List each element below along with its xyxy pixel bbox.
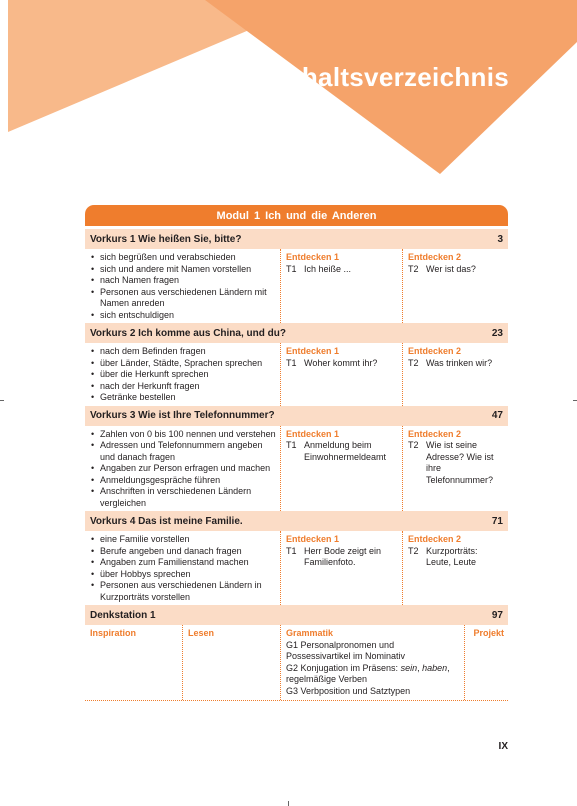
task-number: T2: [408, 545, 419, 556]
goal-item: • über Hobbys sprechen: [90, 569, 276, 581]
entdecken1-task: [286, 358, 398, 370]
task-title: Herr Bode zeigt ein Familienfoto.: [304, 545, 382, 567]
goal-item: • über die Herkunft sprechen: [90, 369, 276, 381]
inspiration-label: Inspiration: [90, 628, 137, 638]
task-title: Wie ist seine Adresse? Wie ist ihre Telefonnummer?: [426, 440, 494, 485]
goal-item: • Personen aus verschiedenen Ländern in Kurzporträts vorstellen: [90, 580, 276, 603]
goal-item: • Adressen und Telefonnummern angeben und danach fragen: [90, 440, 276, 463]
g2-haben: haben: [422, 662, 448, 673]
entdecken2-label: Entdecken 2: [408, 428, 462, 439]
section-body: [85, 531, 508, 605]
goal-item: • sich begrüßen und verabschieden: [90, 252, 276, 264]
g2-text-b: , regelmäßige Verben: [286, 662, 450, 684]
section-title: Vorkurs 3 Wie ist Ihre Telefonnummer?: [90, 410, 275, 421]
goal-item: • Personen aus verschiedenen Ländern mit Namen anreden: [90, 287, 276, 310]
grammatik-item-g1: G1 Personalpronomen und Possessivartikel im Nominativ: [286, 639, 406, 661]
entdecken1-task: [286, 546, 398, 569]
grammatik-item-g3: G3 Verbposition und Satztypen: [286, 685, 411, 696]
goal-item: • Zahlen von 0 bis 100 nennen und verstehen: [90, 429, 276, 441]
goal-item: • Anmeldungsgespräche führen: [90, 475, 276, 487]
task-number: T1: [286, 263, 297, 274]
grammatik-item-g2: G2 Konjugation im Präsens: sein, haben, regelmäßige Verben: [286, 662, 450, 684]
section-title: Vorkurs 1 Wie heißen Sie, bitte?: [90, 233, 242, 245]
section-header: [85, 229, 508, 249]
task-number: T1: [286, 545, 297, 556]
section-page: 23: [491, 327, 503, 339]
g2-text-a: G2 Konjugation im Präsens:: [286, 662, 401, 673]
entdecken2-task: [408, 264, 504, 276]
g2-sein: sein: [400, 662, 418, 673]
section-header: [85, 323, 508, 343]
denkstation-body: [85, 625, 508, 701]
entdecken1-column: [280, 249, 402, 323]
goal-item: • Anschriften in verschiedenen Ländern vergleichen: [90, 486, 276, 509]
entdecken1-column: [280, 343, 402, 406]
goals-column: [85, 343, 280, 406]
task-number: T2: [408, 263, 419, 274]
task-number: T1: [286, 440, 297, 450]
goal-item: • sich entschuldigen: [90, 310, 276, 322]
page-number: IX: [498, 741, 508, 752]
section-title: Denkstation 1: [90, 609, 156, 621]
task-title: Ich heiße ...: [304, 263, 352, 274]
grammatik-label: Grammatik: [286, 628, 334, 638]
entdecken1-label: Entdecken 1: [286, 346, 340, 356]
table-of-contents: [85, 205, 508, 701]
goal-item: • Berufe angeben und danach fragen: [90, 546, 276, 558]
section-body: [85, 343, 508, 406]
goals-column: [85, 531, 280, 605]
entdecken2-label: Entdecken 2: [408, 534, 462, 544]
goal-item: • Getränke bestellen: [90, 392, 276, 404]
section-body: [85, 426, 508, 512]
goal-item: • sich und andere mit Namen vorstellen: [90, 264, 276, 276]
section-title: Vorkurs 2 Ich komme aus China, und du?: [90, 327, 286, 339]
entdecken2-task: [408, 546, 504, 569]
entdecken2-column: [402, 531, 508, 605]
entdecken2-label: Entdecken 2: [408, 346, 462, 356]
grammatik-column: [280, 625, 464, 700]
section-page: 71: [491, 515, 503, 527]
entdecken1-task: [286, 440, 398, 463]
goal-item: • nach dem Befinden fragen: [90, 346, 276, 358]
goals-list: [90, 252, 276, 321]
section-page: 97: [491, 609, 503, 621]
task-title: Was trinken wir?: [426, 357, 493, 368]
goal-item: • nach Namen fragen: [90, 275, 276, 287]
goals-list: [90, 346, 276, 404]
entdecken1-label: Entdecken 1: [286, 534, 340, 544]
lesen-column: [182, 625, 280, 700]
task-title: Anmeldung beim Einwohnermeldeamt: [304, 440, 387, 462]
section-body: [85, 249, 508, 323]
task-title: Wer ist das?: [426, 263, 476, 274]
module-header: Modul 1 Ich und die Anderen: [85, 205, 508, 226]
task-number: T1: [286, 357, 297, 368]
goal-item: • über Länder, Städte, Sprachen sprechen: [90, 358, 276, 370]
entdecken2-label: Entdecken 2: [408, 252, 462, 262]
entdecken1-column: [280, 426, 402, 512]
denkstation-header: [85, 605, 508, 625]
entdecken1-label: Entdecken 1: [286, 428, 340, 439]
entdecken1-label: Entdecken 1: [286, 252, 340, 262]
goals-list: [90, 534, 276, 603]
goal-item: • nach der Herkunft fragen: [90, 381, 276, 393]
crop-mark: [0, 400, 4, 401]
task-number: T2: [408, 357, 419, 368]
section-header: [85, 511, 508, 531]
goals-column: [85, 426, 280, 512]
entdecken2-task: [408, 358, 504, 370]
goal-item: • eine Familie vorstellen: [90, 534, 276, 546]
crop-mark: [288, 801, 289, 806]
entdecken2-task: [408, 440, 504, 486]
goals-column: [85, 249, 280, 323]
crop-mark: [573, 400, 577, 401]
entdecken2-column: [402, 426, 508, 512]
section-page: 3: [497, 233, 503, 245]
entdecken2-column: [402, 343, 508, 406]
task-number: T2: [408, 440, 419, 450]
entdecken1-task: [286, 264, 398, 276]
lesen-label: Lesen: [188, 628, 215, 638]
task-title: Woher kommt ihr?: [304, 357, 378, 368]
section-page: 47: [491, 410, 503, 421]
goal-item: • Angaben zum Familienstand machen: [90, 557, 276, 569]
goal-item: • Angaben zur Person erfragen und machen: [90, 463, 276, 475]
entdecken1-column: [280, 531, 402, 605]
task-title: Kurzporträts: Leute, Leute: [426, 545, 478, 567]
goals-list: [90, 429, 276, 510]
entdecken2-column: [402, 249, 508, 323]
section-header: [85, 406, 508, 426]
inspiration-column: [85, 625, 182, 700]
projekt-column: [464, 625, 508, 700]
section-title: Vorkurs 4 Das ist meine Familie.: [90, 515, 243, 527]
projekt-label: Projekt: [473, 628, 504, 638]
page-title: Inhaltsverzeichnis: [278, 62, 509, 92]
